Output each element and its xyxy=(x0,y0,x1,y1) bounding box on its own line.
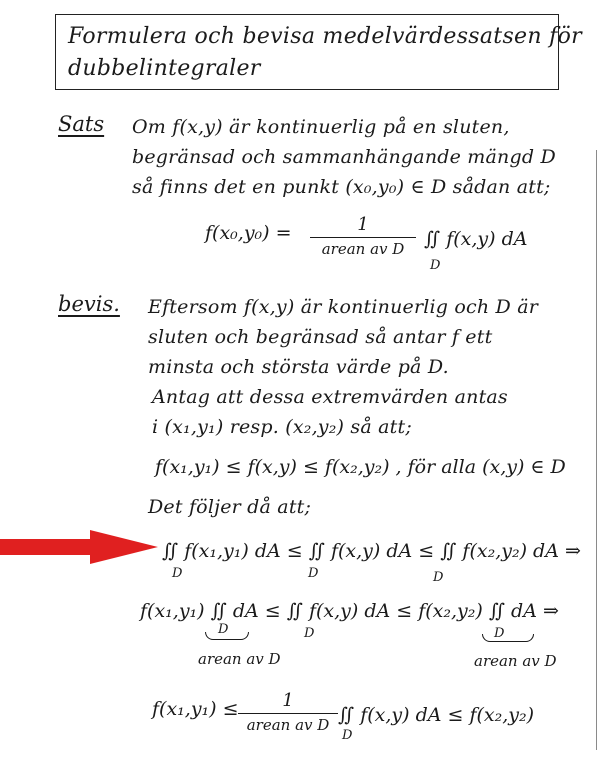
inequality-3-domain-2: D xyxy=(304,626,315,641)
inequality-2-domain-2: D xyxy=(308,566,319,581)
fraction-bar xyxy=(310,237,416,238)
proof-line-2: sluten och begränsad så antar f ett xyxy=(148,326,493,348)
proof-inequality-1: f(x₁,y₁) ≤ f(x,y) ≤ f(x₂,y₂) , för alla (x,y) ∈ D xyxy=(155,456,566,478)
theorem-formula-denominator: arean av D xyxy=(321,240,405,258)
inequality-2-domain-3: D xyxy=(433,570,444,585)
inequality-3-domain-1: D xyxy=(218,622,229,637)
title-line-2: dubbelintegraler xyxy=(68,56,261,81)
inequality-2-domain-1: D xyxy=(172,566,183,581)
inequality-4-domain: D xyxy=(342,728,353,743)
brace-label-right: arean av D xyxy=(474,652,557,670)
theorem-formula-numerator: 1 xyxy=(357,214,369,235)
fraction-bar xyxy=(238,713,338,714)
inequality-4-denominator: arean av D xyxy=(246,716,330,734)
brace-right xyxy=(482,634,534,642)
title-box xyxy=(55,14,582,90)
proof-follows-line: Det följer då att; xyxy=(148,496,312,518)
red-arrow-icon xyxy=(0,530,160,564)
proof-inequality-3: f(x₁,y₁) ∬ dA ≤ ∬ f(x,y) dA ≤ f(x₂,y₂) ∬ dA ⇒ xyxy=(140,600,559,622)
proof-inequality-4-rhs: ∬ f(x,y) dA ≤ f(x₂,y₂) xyxy=(338,704,535,726)
title-line-1: Formulera och bevisa medelvärdessatsen för xyxy=(68,24,582,49)
theorem-formula-integral: ∬ f(x,y) dA xyxy=(424,228,528,250)
theorem-line-1: Om f(x,y) är kontinuerlig på en sluten, xyxy=(132,116,510,138)
theorem-formula-lhs: f(x₀,y₀) = xyxy=(205,222,292,244)
proof-line-5: i (x₁,y₁) resp. (x₂,y₂) så att; xyxy=(152,416,412,438)
proof-line-3: minsta och största värde på D. xyxy=(148,356,449,378)
inequality-3-domain-3: D xyxy=(494,626,505,641)
theorem-formula-fraction xyxy=(310,214,416,258)
theorem-formula-domain: D xyxy=(430,258,441,273)
theorem-line-3: så finns det en punkt (x₀,y₀) ∈ D sådan att; xyxy=(132,176,551,198)
inequality-4-numerator: 1 xyxy=(282,690,294,711)
proof-line-4: Antag att dessa extremvärden antas xyxy=(152,386,508,408)
brace-label-left: arean av D xyxy=(198,650,281,668)
theorem-label: Sats xyxy=(58,112,105,136)
page-edge-line xyxy=(596,150,597,750)
proof-line-1: Eftersom f(x,y) är kontinuerlig och D är xyxy=(148,296,539,318)
inequality-4-fraction xyxy=(238,690,338,734)
proof-inequality-2: ∬ f(x₁,y₁) dA ≤ ∬ f(x,y) dA ≤ ∬ f(x₂,y₂) dA ⇒ xyxy=(162,540,581,562)
theorem-line-2: begränsad och sammanhängande mängd D xyxy=(132,146,556,168)
brace-left xyxy=(205,632,249,640)
proof-label: bevis. xyxy=(58,292,120,316)
proof-inequality-4-lhs: f(x₁,y₁) ≤ xyxy=(152,698,239,720)
